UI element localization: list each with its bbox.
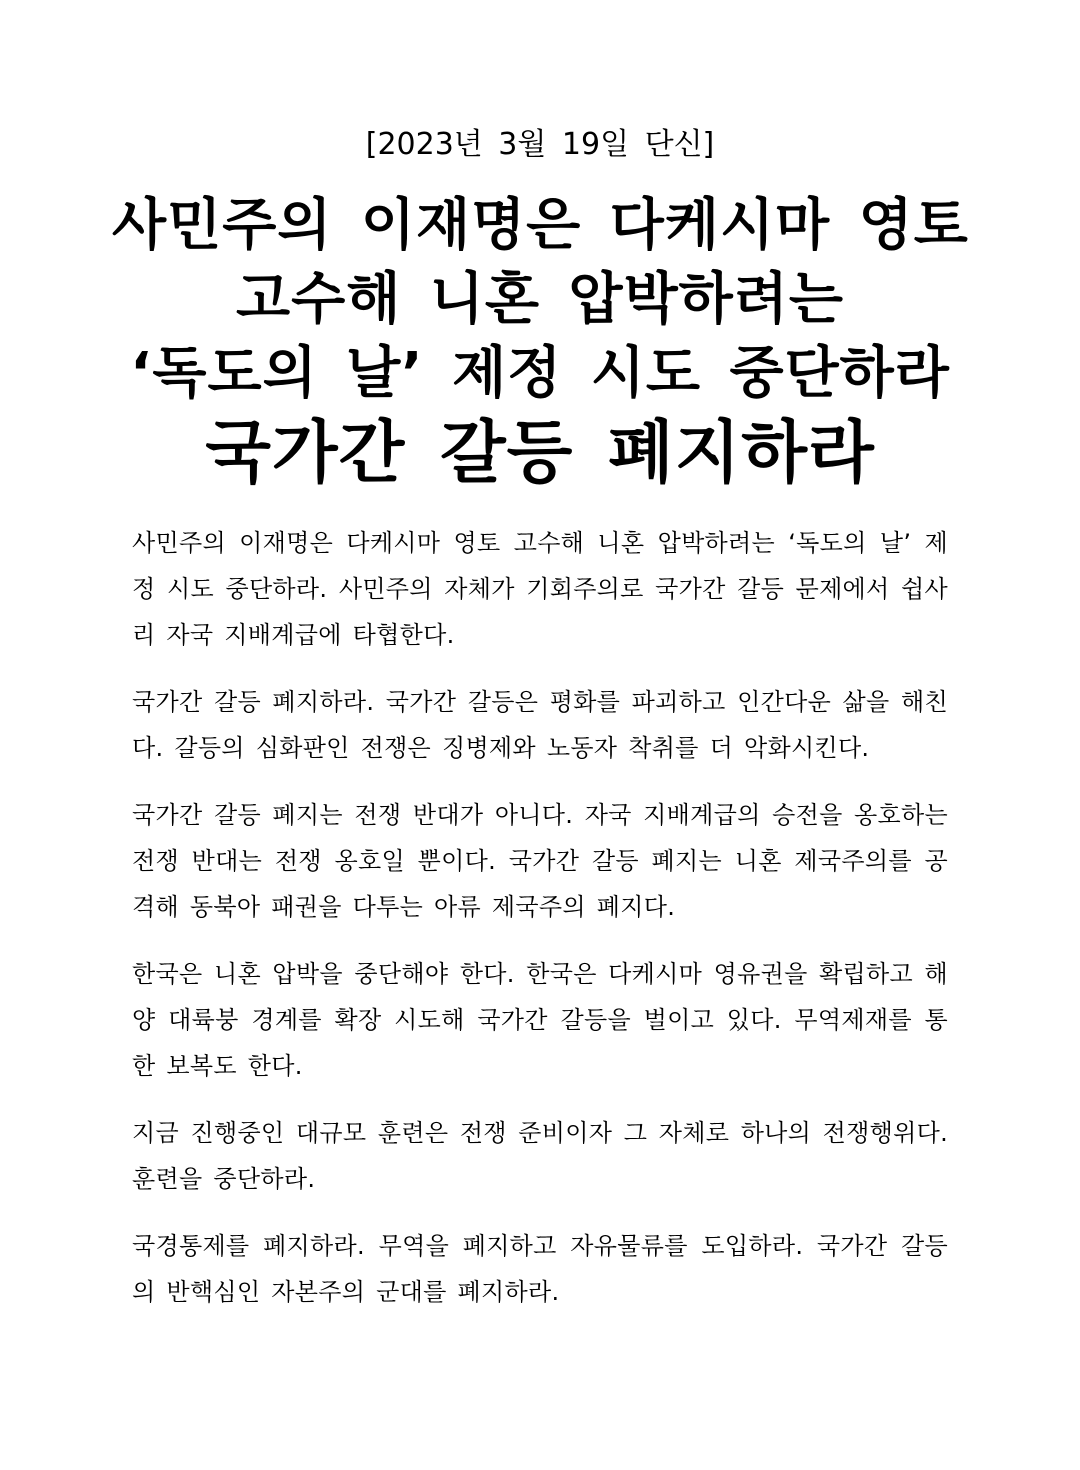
- headline-line-4: 국가간 갈등 폐지하라: [205, 414, 875, 493]
- paragraph-5: 지금 진행중인 대규모 훈련은 전쟁 준비이자 그 자체로 하나의 전쟁행위다. 훈련을 중단하라.: [132, 1119, 948, 1193]
- paragraph-1: 사민주의 이재명은 다케시마 영토 고수해 니혼 압박하려는 ‘독도의 날’ 제정 시도 중단하라. 사민주의 자체가 기회주의로 국가간 갈등 문제에서 쉽사리 자국 지배계급에 타협한다.: [132, 529, 948, 649]
- headline-line-1: 사민주의 이재명은 다케시마 영토: [112, 193, 969, 258]
- headline-line-2: 고수해 니혼 압박하려는: [236, 267, 844, 332]
- article-body: [132, 520, 948, 1336]
- paragraph-2: 국가간 갈등 폐지하라. 국가간 갈등은 평화를 파괴하고 인간다운 삶을 해친다. 갈등의 심화판인 전쟁은 징병제와 노동자 착취를 더 악화시킨다.: [132, 688, 948, 762]
- paragraph-3: 국가간 갈등 폐지는 전쟁 반대가 아니다. 자국 지배계급의 승전을 옹호하는 전쟁 반대는 전쟁 옹호일 뿐이다. 국가간 갈등 폐지는 니혼 제국주의를 공격해 동북아 패권을 다투는 아류 제국주의 폐지다.: [132, 801, 948, 921]
- dateline: [2023년 3월 19일 단신]: [365, 127, 715, 162]
- paragraph-4: 한국은 니혼 압박을 중단해야 한다. 한국은 다케시마 영유권을 확립하고 해양 대륙붕 경계를 확장 시도해 국가간 갈등을 벌이고 있다. 무역제재를 통한 보복도 한다.: [132, 960, 948, 1080]
- headline-line-3: ‘독도의 날’ 제정 시도 중단하라: [130, 341, 950, 406]
- paragraph-6: 국경통제를 폐지하라. 무역을 폐지하고 자유물류를 도입하라. 국가간 갈등의 반핵심인 자본주의 군대를 폐지하라.: [132, 1232, 948, 1306]
